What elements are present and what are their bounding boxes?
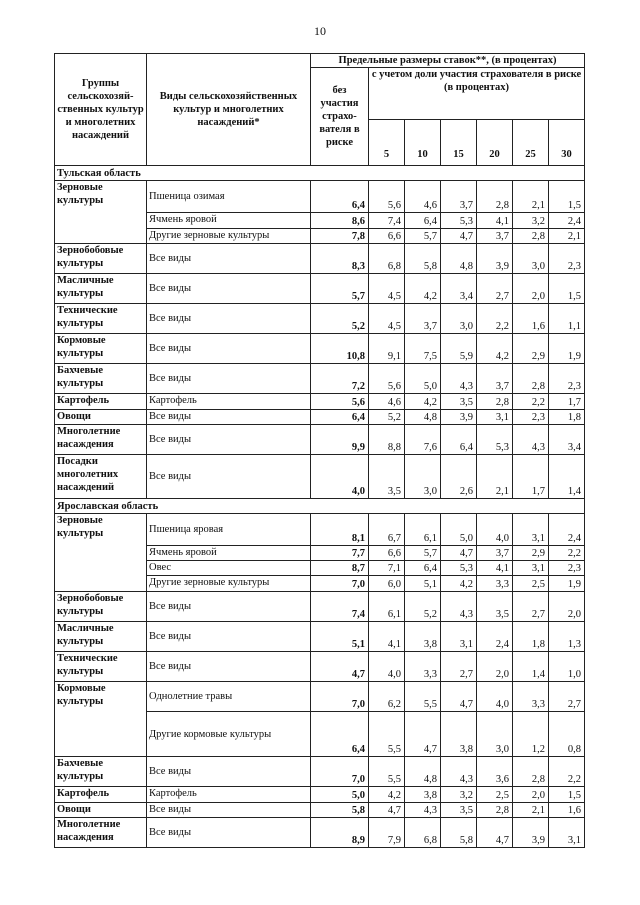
rate-share-cell: 2,0	[513, 274, 549, 304]
rate-share-cell: 1,6	[549, 803, 585, 818]
rate-share-cell: 3,1	[549, 818, 585, 848]
rate-share-cell: 4,7	[441, 229, 477, 244]
rate-without-cell: 5,8	[311, 803, 369, 818]
rate-share-cell: 3,1	[441, 622, 477, 652]
table-row	[55, 787, 585, 803]
group-cell: Овощи	[55, 410, 147, 425]
rate-share-cell: 6,4	[405, 213, 441, 229]
table-row	[55, 818, 585, 848]
kind-cell: Все виды	[147, 274, 311, 304]
rate-share-cell: 3,2	[513, 213, 549, 229]
table-row	[55, 364, 585, 394]
rate-share-cell: 4,3	[513, 425, 549, 455]
rate-share-cell: 3,4	[549, 425, 585, 455]
group-cell: Технические культуры	[55, 304, 147, 334]
rate-share-cell: 2,8	[513, 757, 549, 787]
rate-share-cell: 1,8	[513, 622, 549, 652]
rate-share-cell: 0,8	[549, 712, 585, 757]
group-cell: Кормовые культуры	[55, 334, 147, 364]
kind-cell: Картофель	[147, 394, 311, 410]
rate-share-cell: 3,8	[405, 622, 441, 652]
kind-cell: Все виды	[147, 244, 311, 274]
rate-without-cell: 8,3	[311, 244, 369, 274]
rate-share-cell: 2,0	[513, 787, 549, 803]
rate-share-cell: 3,6	[477, 757, 513, 787]
rate-share-cell: 3,3	[513, 682, 549, 712]
kind-cell: Овес	[147, 561, 311, 576]
rate-share-cell: 1,5	[549, 787, 585, 803]
rate-share-cell: 5,2	[405, 592, 441, 622]
kind-cell: Все виды	[147, 334, 311, 364]
rate-share-cell: 4,2	[369, 787, 405, 803]
rate-without-cell: 10,8	[311, 334, 369, 364]
group-cell: Многолетние насаждения	[55, 425, 147, 455]
kind-cell: Другие зерновые культуры	[147, 229, 311, 244]
rate-share-cell: 4,6	[405, 181, 441, 213]
header-limits: Предельные размеры ставок**, (в процентах)	[311, 54, 585, 68]
rate-share-cell: 2,5	[513, 576, 549, 592]
rate-share-cell: 3,7	[441, 181, 477, 213]
rate-share-cell: 6,8	[369, 244, 405, 274]
rate-share-cell: 3,0	[477, 712, 513, 757]
rate-share-cell: 4,7	[441, 546, 477, 561]
rate-share-cell: 3,5	[441, 394, 477, 410]
rate-share-cell: 3,5	[477, 592, 513, 622]
group-cell: Зернобобовые культуры	[55, 244, 147, 274]
rate-share-cell: 3,0	[405, 455, 441, 499]
rate-without-cell: 7,2	[311, 364, 369, 394]
kind-cell: Все виды	[147, 592, 311, 622]
rate-share-cell: 3,7	[477, 364, 513, 394]
rate-share-cell: 2,9	[513, 334, 549, 364]
group-cell: Зернобобовые культуры	[55, 592, 147, 622]
rate-share-cell: 4,5	[369, 274, 405, 304]
rate-share-cell: 3,1	[477, 410, 513, 425]
rate-share-cell: 6,1	[405, 514, 441, 546]
rate-share-cell: 2,7	[549, 682, 585, 712]
rate-without-cell: 5,7	[311, 274, 369, 304]
table-row	[55, 592, 585, 622]
rate-share-cell: 5,7	[405, 546, 441, 561]
kind-cell: Другие кормовые культуры	[147, 712, 311, 757]
rate-share-cell: 2,6	[441, 455, 477, 499]
rate-share-cell: 2,8	[513, 229, 549, 244]
header-share-30: 30	[549, 120, 585, 166]
rate-share-cell: 5,3	[441, 561, 477, 576]
rate-share-cell: 2,1	[477, 455, 513, 499]
rate-share-cell: 4,0	[477, 682, 513, 712]
rate-share-cell: 5,0	[405, 364, 441, 394]
rate-share-cell: 4,7	[405, 712, 441, 757]
kind-cell: Все виды	[147, 652, 311, 682]
rate-share-cell: 4,5	[369, 304, 405, 334]
table-row	[55, 334, 585, 364]
table-row	[55, 514, 585, 546]
table-row	[55, 181, 585, 213]
rate-share-cell: 2,3	[549, 561, 585, 576]
insurance-rates-table	[54, 53, 585, 848]
rate-share-cell: 6,0	[369, 576, 405, 592]
rate-share-cell: 2,8	[477, 803, 513, 818]
header-kinds: Виды сельскохозяйственных культур и многолетних насаждений*	[147, 54, 311, 166]
rate-share-cell: 4,2	[405, 394, 441, 410]
rate-share-cell: 7,6	[405, 425, 441, 455]
rate-share-cell: 1,6	[513, 304, 549, 334]
kind-cell: Ячмень яровой	[147, 546, 311, 561]
rate-share-cell: 3,5	[441, 803, 477, 818]
rate-without-cell: 9,9	[311, 425, 369, 455]
rate-share-cell: 2,7	[513, 592, 549, 622]
rate-without-cell: 6,4	[311, 181, 369, 213]
group-cell: Зерновые культуры	[55, 514, 147, 592]
group-cell: Овощи	[55, 803, 147, 818]
table-row	[55, 622, 585, 652]
rate-share-cell: 2,1	[513, 803, 549, 818]
rate-share-cell: 2,2	[549, 546, 585, 561]
rate-share-cell: 5,0	[441, 514, 477, 546]
rate-without-cell: 8,1	[311, 514, 369, 546]
group-cell: Бахчевые культуры	[55, 757, 147, 787]
rate-without-cell: 5,6	[311, 394, 369, 410]
header-without: без участия страхо-вателя в риске	[311, 68, 369, 166]
rate-without-cell: 7,0	[311, 682, 369, 712]
rate-share-cell: 6,6	[369, 229, 405, 244]
kind-cell: Пшеница яровая	[147, 514, 311, 546]
rate-share-cell: 1,0	[549, 652, 585, 682]
table-row	[55, 304, 585, 334]
rate-share-cell: 1,5	[549, 274, 585, 304]
rate-share-cell: 9,1	[369, 334, 405, 364]
rate-share-cell: 3,2	[441, 787, 477, 803]
rate-share-cell: 5,8	[405, 244, 441, 274]
rate-share-cell: 4,3	[405, 803, 441, 818]
rate-without-cell: 7,8	[311, 229, 369, 244]
group-cell: Многолетние насаждения	[55, 818, 147, 848]
rate-share-cell: 2,3	[513, 410, 549, 425]
rate-share-cell: 4,8	[405, 410, 441, 425]
rate-share-cell: 6,4	[405, 561, 441, 576]
rate-share-cell: 1,7	[549, 394, 585, 410]
rate-share-cell: 7,9	[369, 818, 405, 848]
rate-share-cell: 3,8	[405, 787, 441, 803]
group-cell: Картофель	[55, 394, 147, 410]
table-row	[55, 652, 585, 682]
rate-share-cell: 6,6	[369, 546, 405, 561]
group-cell: Бахчевые культуры	[55, 364, 147, 394]
rate-without-cell: 6,4	[311, 712, 369, 757]
kind-cell: Ячмень яровой	[147, 213, 311, 229]
rate-share-cell: 4,2	[477, 334, 513, 364]
kind-cell: Пшеница озимая	[147, 181, 311, 213]
rate-share-cell: 1,8	[549, 410, 585, 425]
rate-share-cell: 6,2	[369, 682, 405, 712]
rate-share-cell: 2,4	[549, 514, 585, 546]
rate-share-cell: 4,7	[477, 818, 513, 848]
rate-share-cell: 5,2	[369, 410, 405, 425]
kind-cell: Все виды	[147, 364, 311, 394]
rate-share-cell: 3,9	[513, 818, 549, 848]
rate-without-cell: 5,0	[311, 787, 369, 803]
rate-share-cell: 5,9	[441, 334, 477, 364]
rate-share-cell: 3,4	[441, 274, 477, 304]
rate-share-cell: 4,1	[477, 561, 513, 576]
rate-share-cell: 3,9	[441, 410, 477, 425]
kind-cell: Все виды	[147, 818, 311, 848]
rate-share-cell: 2,8	[477, 394, 513, 410]
rate-share-cell: 3,7	[477, 546, 513, 561]
rate-share-cell: 2,2	[513, 394, 549, 410]
rate-share-cell: 2,3	[549, 244, 585, 274]
table-row	[55, 803, 585, 818]
rate-share-cell: 2,8	[513, 364, 549, 394]
kind-cell: Все виды	[147, 455, 311, 499]
rate-share-cell: 6,7	[369, 514, 405, 546]
rate-share-cell: 4,7	[369, 803, 405, 818]
rate-share-cell: 2,1	[513, 181, 549, 213]
rate-share-cell: 7,5	[405, 334, 441, 364]
kind-cell: Однолетние травы	[147, 682, 311, 712]
rate-without-cell: 7,0	[311, 757, 369, 787]
group-cell: Масличные культуры	[55, 274, 147, 304]
rate-share-cell: 1,3	[549, 622, 585, 652]
rate-share-cell: 6,4	[441, 425, 477, 455]
rate-share-cell: 3,3	[405, 652, 441, 682]
rate-without-cell: 8,6	[311, 213, 369, 229]
header-with-share: с учетом доли участия страхователя в риске (в процентах)	[369, 68, 585, 120]
header-share-5: 5	[369, 120, 405, 166]
rate-share-cell: 5,3	[477, 425, 513, 455]
rate-share-cell: 3,9	[477, 244, 513, 274]
kind-cell: Все виды	[147, 622, 311, 652]
rate-share-cell: 2,5	[477, 787, 513, 803]
rate-share-cell: 8,8	[369, 425, 405, 455]
kind-cell: Все виды	[147, 757, 311, 787]
region-heading: Тульская область	[55, 166, 585, 181]
kind-cell: Все виды	[147, 410, 311, 425]
rate-share-cell: 2,0	[477, 652, 513, 682]
rate-without-cell: 4,0	[311, 455, 369, 499]
rate-share-cell: 4,1	[477, 213, 513, 229]
header-share-20: 20	[477, 120, 513, 166]
kind-cell: Другие зерновые культуры	[147, 576, 311, 592]
rate-share-cell: 3,8	[441, 712, 477, 757]
header-share-25: 25	[513, 120, 549, 166]
rate-share-cell: 6,8	[405, 818, 441, 848]
rate-without-cell: 5,1	[311, 622, 369, 652]
rate-share-cell: 2,8	[477, 181, 513, 213]
table-row	[55, 455, 585, 499]
rate-share-cell: 3,0	[513, 244, 549, 274]
rate-share-cell: 7,1	[369, 561, 405, 576]
rate-share-cell: 4,3	[441, 364, 477, 394]
table-row	[55, 274, 585, 304]
rate-share-cell: 3,1	[513, 514, 549, 546]
header-share-15: 15	[441, 120, 477, 166]
rate-share-cell: 4,8	[441, 244, 477, 274]
rate-share-cell: 6,1	[369, 592, 405, 622]
kind-cell: Все виды	[147, 304, 311, 334]
kind-cell: Все виды	[147, 803, 311, 818]
rate-share-cell: 5,3	[441, 213, 477, 229]
rate-share-cell: 4,3	[441, 592, 477, 622]
table-row	[55, 425, 585, 455]
rate-share-cell: 5,7	[405, 229, 441, 244]
rate-share-cell: 1,9	[549, 576, 585, 592]
rate-share-cell: 3,5	[369, 455, 405, 499]
kind-cell: Картофель	[147, 787, 311, 803]
rate-without-cell: 6,4	[311, 410, 369, 425]
rate-share-cell: 5,1	[405, 576, 441, 592]
rate-share-cell: 2,1	[549, 229, 585, 244]
rate-share-cell: 2,3	[549, 364, 585, 394]
rate-share-cell: 4,6	[369, 394, 405, 410]
region-heading: Ярославская область	[55, 499, 585, 514]
rate-share-cell: 3,7	[405, 304, 441, 334]
rate-share-cell: 4,8	[405, 757, 441, 787]
rate-share-cell: 3,1	[513, 561, 549, 576]
rate-share-cell: 7,4	[369, 213, 405, 229]
rate-share-cell: 5,5	[369, 757, 405, 787]
rate-share-cell: 4,7	[441, 682, 477, 712]
page-number: 10	[314, 24, 326, 38]
rate-share-cell: 4,2	[405, 274, 441, 304]
header-groups: Группы сельскохозяй-ственных культур и многолетних насаждений	[55, 54, 147, 166]
table-row	[55, 394, 585, 410]
rate-share-cell: 1,5	[549, 181, 585, 213]
rate-share-cell: 1,9	[549, 334, 585, 364]
group-cell: Картофель	[55, 787, 147, 803]
group-cell: Кормовые культуры	[55, 682, 147, 757]
rate-share-cell: 2,7	[441, 652, 477, 682]
table-row	[55, 244, 585, 274]
table-row	[55, 757, 585, 787]
rate-share-cell: 5,5	[405, 682, 441, 712]
rate-without-cell: 8,9	[311, 818, 369, 848]
rate-without-cell: 7,0	[311, 576, 369, 592]
rate-without-cell: 7,7	[311, 546, 369, 561]
rate-share-cell: 1,4	[513, 652, 549, 682]
rate-without-cell: 7,4	[311, 592, 369, 622]
rate-share-cell: 1,1	[549, 304, 585, 334]
rate-share-cell: 4,2	[441, 576, 477, 592]
table-row	[55, 410, 585, 425]
group-cell: Зерновые культуры	[55, 181, 147, 244]
rate-share-cell: 5,6	[369, 181, 405, 213]
group-cell: Посадки многолетних насаждений	[55, 455, 147, 499]
rate-share-cell: 5,5	[369, 712, 405, 757]
rate-share-cell: 4,3	[441, 757, 477, 787]
rate-share-cell: 2,2	[549, 757, 585, 787]
rate-without-cell: 5,2	[311, 304, 369, 334]
rate-without-cell: 4,7	[311, 652, 369, 682]
rate-share-cell: 4,0	[369, 652, 405, 682]
rate-share-cell: 3,7	[477, 229, 513, 244]
rate-share-cell: 1,7	[513, 455, 549, 499]
rate-share-cell: 2,7	[477, 274, 513, 304]
kind-cell: Все виды	[147, 425, 311, 455]
rate-share-cell: 3,0	[441, 304, 477, 334]
group-cell: Масличные культуры	[55, 622, 147, 652]
table-row	[55, 682, 585, 712]
rate-share-cell: 2,9	[513, 546, 549, 561]
group-cell: Технические культуры	[55, 652, 147, 682]
rate-share-cell: 4,1	[369, 622, 405, 652]
rate-share-cell: 2,2	[477, 304, 513, 334]
rate-share-cell: 1,4	[549, 455, 585, 499]
rate-share-cell: 3,3	[477, 576, 513, 592]
rate-share-cell: 5,8	[441, 818, 477, 848]
rate-share-cell: 5,6	[369, 364, 405, 394]
rate-without-cell: 8,7	[311, 561, 369, 576]
header-share-10: 10	[405, 120, 441, 166]
rate-share-cell: 2,4	[549, 213, 585, 229]
rate-share-cell: 2,0	[549, 592, 585, 622]
rate-share-cell: 2,4	[477, 622, 513, 652]
rate-share-cell: 4,0	[477, 514, 513, 546]
rate-share-cell: 1,2	[513, 712, 549, 757]
